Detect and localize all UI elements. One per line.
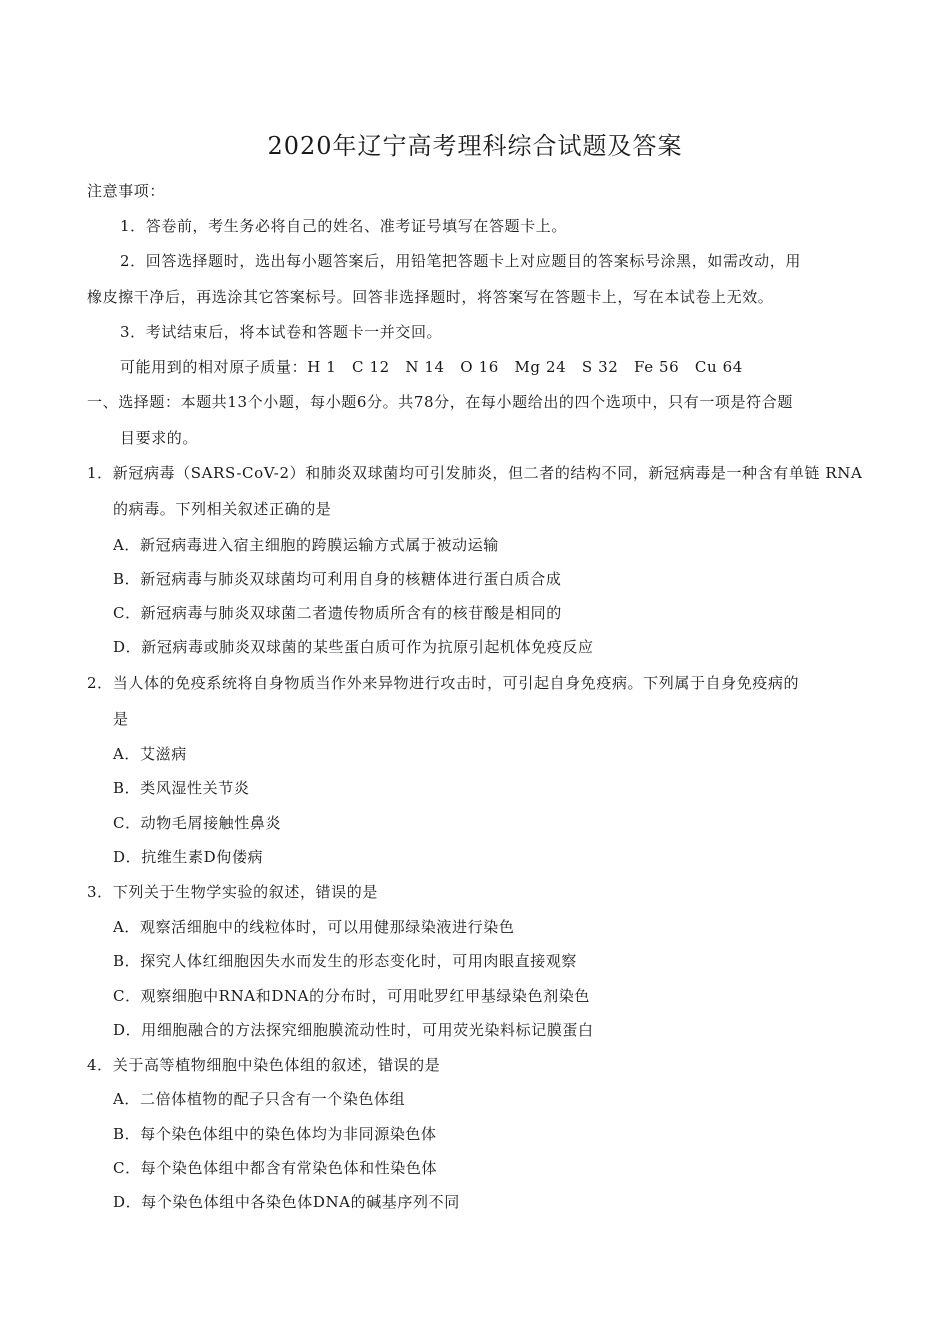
question-1-option-a: A．新冠病毒进入宿主细胞的跨膜运输方式属于被动运输 — [113, 536, 499, 554]
question-3-option-c: C．观察细胞中RNA和DNA的分布时，可用吡罗红甲基绿染色剂染色 — [113, 987, 590, 1005]
question-2-option-b: B．类风湿性关节炎 — [113, 779, 250, 797]
question-2-option-a: A．艾滋病 — [113, 745, 187, 763]
notice-item-3: 3．考试结束后，将本试卷和答题卡一并交回。 — [120, 323, 443, 341]
section-heading: 一、选择题：本题共13个小题，每小题6分。共78分，在每小题给出的四个选项中，只有一项是符合题 — [87, 393, 793, 411]
question-3-option-d: D．用细胞融合的方法探究细胞膜流动性时，可用荧光染料标记膜蛋白 — [113, 1021, 594, 1039]
question-1-stem-continued: 的病毒。下列相关叙述正确的是 — [113, 500, 332, 518]
question-3-stem: 3．下列关于生物学实验的叙述，错误的是 — [87, 883, 378, 901]
question-2-stem-continued: 是 — [113, 710, 129, 728]
notice-item-1: 1．答卷前，考生务必将自己的姓名、准考证号填写在答题卡上。 — [120, 217, 567, 235]
question-1-stem: 1．新冠病毒（SARS-CoV-2）和肺炎双球菌均可引发肺炎，但二者的结构不同，新冠病毒是一种含有单链 RNA — [87, 464, 863, 482]
notice-heading: 注意事项： — [87, 182, 166, 200]
question-2-option-d: D．抗维生素D佝偻病 — [113, 848, 264, 866]
question-4-option-a: A．二倍体植物的配子只含有一个染色体组 — [113, 1090, 406, 1108]
question-4-stem: 4．关于高等植物细胞中染色体组的叙述，错误的是 — [87, 1056, 441, 1074]
question-2-stem: 2．当人体的免疫系统将自身物质当作外来异物进行攻击时，可引起自身免疫病。下列属于自身免疫病的 — [87, 674, 800, 692]
question-1-option-c: C．新冠病毒与肺炎双球菌二者遗传物质所含有的核苷酸是相同的 — [113, 604, 562, 622]
section-heading-continued: 目要求的。 — [120, 429, 199, 447]
question-2-option-c: C．动物毛屑接触性鼻炎 — [113, 814, 282, 832]
atomic-mass-line: 可能用到的相对原子质量：H 1 C 12 N 14 O 16 Mg 24 S 32 Fe 56 Cu 64 — [120, 358, 743, 376]
question-4-option-b: B．每个染色体组中的染色体均为非同源染色体 — [113, 1125, 437, 1143]
question-1-option-b: B．新冠病毒与肺炎双球菌均可利用自身的核糖体进行蛋白质合成 — [113, 570, 562, 588]
question-1-option-d: D．新冠病毒或肺炎双球菌的某些蛋白质可作为抗原引起机体免疫反应 — [113, 638, 594, 656]
question-3-option-a: A．观察活细胞中的线粒体时，可以用健那绿染液进行染色 — [113, 918, 515, 936]
notice-item-2-continued: 橡皮擦干净后，再选涂其它答案标号。回答非选择题时，将答案写在答题卡上，写在本试卷上无效。 — [87, 288, 774, 306]
question-4-option-c: C．每个染色体组中都含有常染色体和性染色体 — [113, 1159, 438, 1177]
question-3-option-b: B．探究人体红细胞因失水而发生的形态变化时，可用肉眼直接观察 — [113, 952, 578, 970]
question-4-option-d: D．每个染色体组中各染色体DNA的碱基序列不同 — [113, 1193, 460, 1211]
page-title: 2020年辽宁高考理科综合试题及答案 — [267, 132, 683, 160]
notice-item-2: 2．回答选择题时，选出每小题答案后，用铅笔把答题卡上对应题目的答案标号涂黑，如需改动，用 — [120, 252, 801, 270]
